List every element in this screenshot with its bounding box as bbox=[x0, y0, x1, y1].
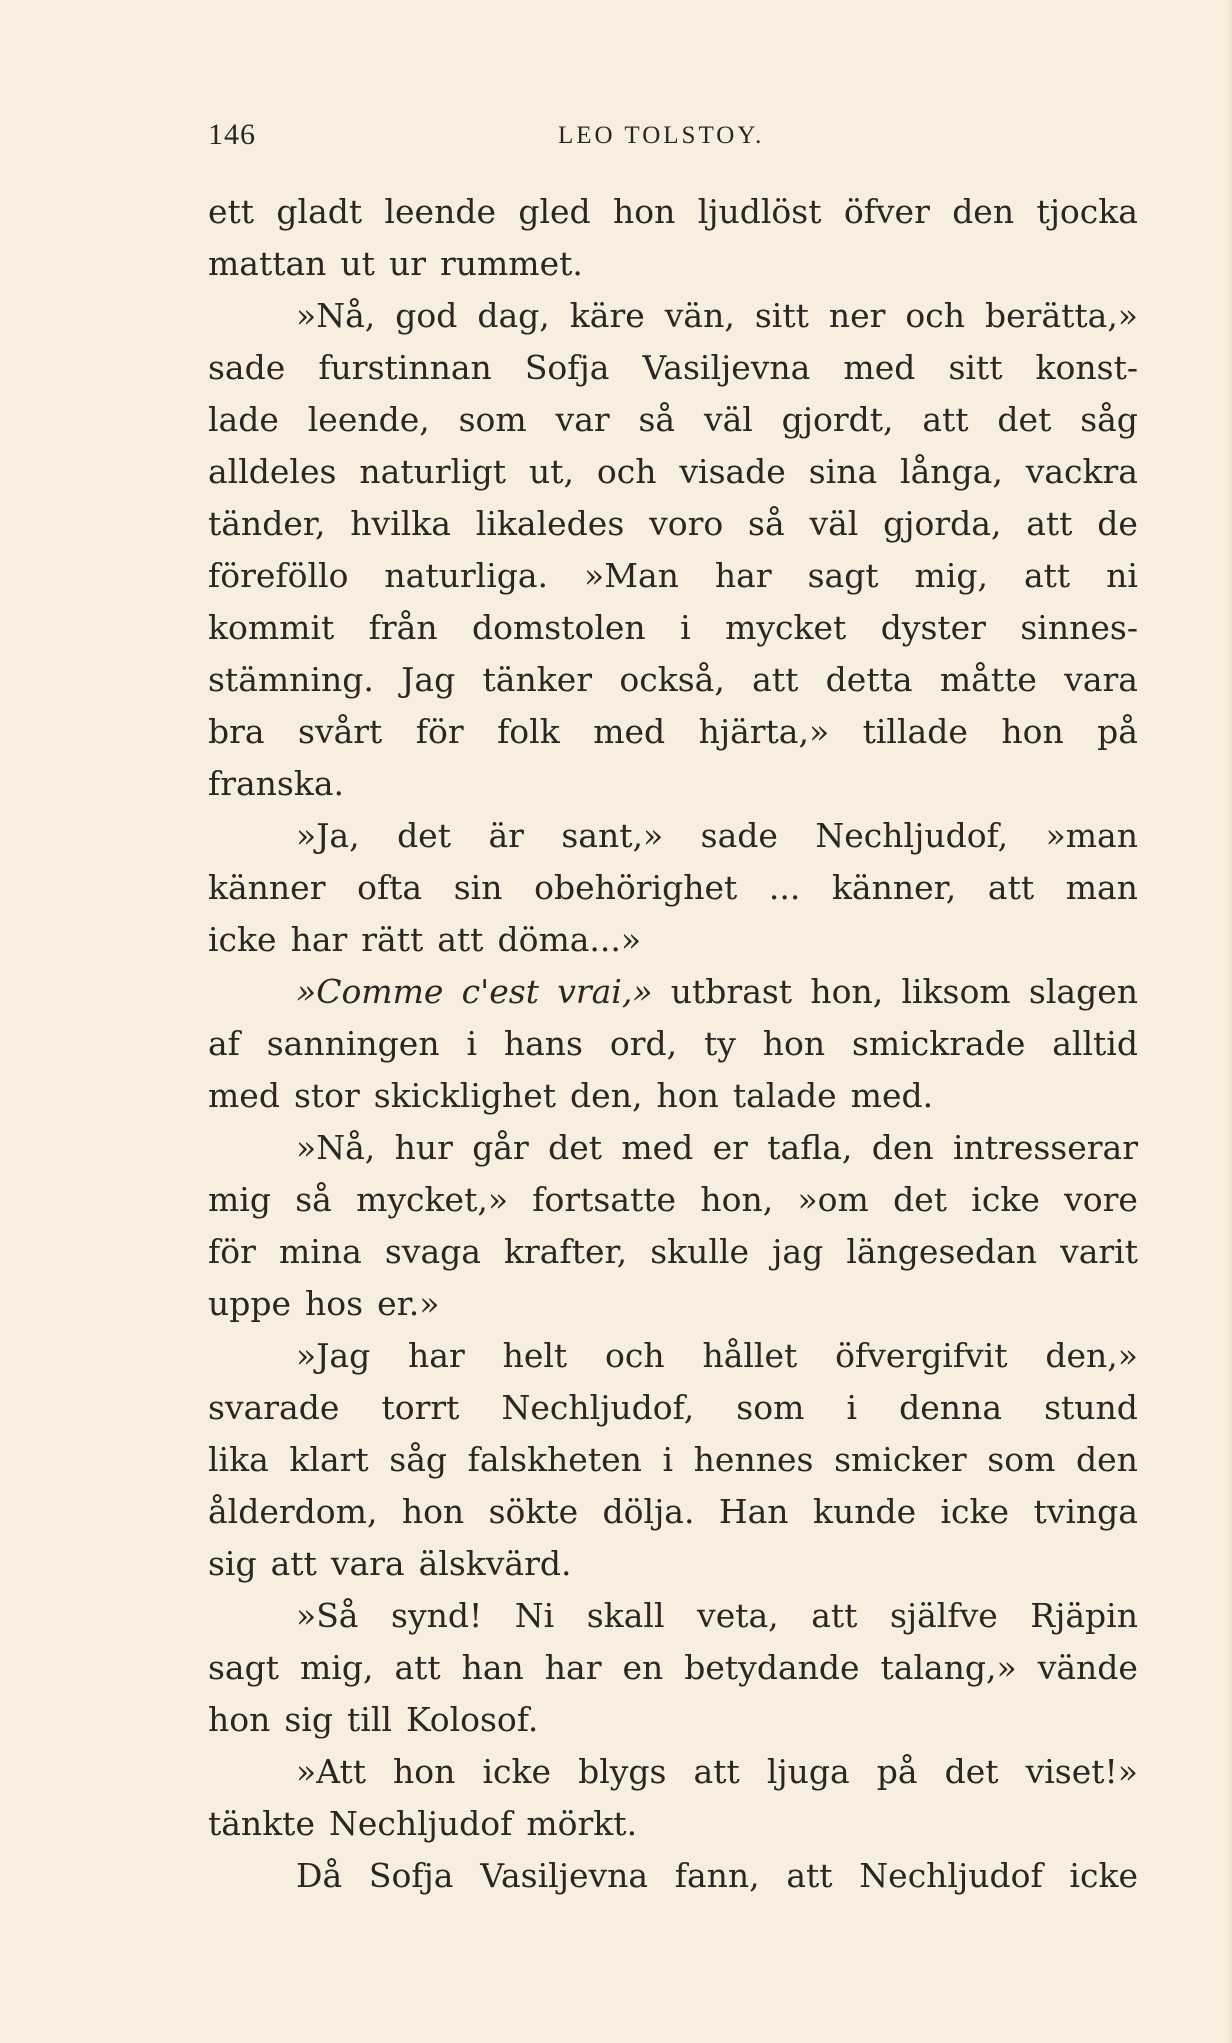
word: sagt bbox=[807, 556, 879, 595]
word: c'est bbox=[461, 972, 539, 1011]
word: hjärta,» bbox=[698, 712, 830, 751]
word: det bbox=[997, 400, 1052, 439]
word: ut, bbox=[528, 452, 574, 491]
word: ålderdom, bbox=[208, 1492, 378, 1531]
word: »Att bbox=[296, 1752, 366, 1791]
word: ett bbox=[208, 192, 255, 231]
word: det bbox=[944, 1752, 999, 1791]
word: att bbox=[811, 1596, 858, 1635]
word: folk bbox=[497, 712, 560, 751]
word: skulle bbox=[650, 1232, 750, 1271]
text-line bbox=[208, 550, 1138, 602]
word: hon bbox=[1001, 712, 1064, 751]
word: ni bbox=[1106, 556, 1138, 595]
word: att bbox=[786, 1856, 833, 1895]
word: känner, bbox=[831, 868, 957, 907]
word: helt bbox=[502, 1336, 568, 1375]
word: visade bbox=[679, 452, 786, 491]
word: fortsatte bbox=[532, 1180, 677, 1219]
word: uppe bbox=[208, 1284, 292, 1323]
word: sin bbox=[453, 868, 503, 907]
word: på bbox=[876, 1752, 918, 1791]
word: rätt bbox=[361, 920, 424, 959]
word: det bbox=[548, 1128, 603, 1167]
word: att bbox=[922, 400, 969, 439]
word: leende bbox=[384, 192, 496, 231]
word: denna bbox=[899, 1388, 1002, 1427]
word: skall bbox=[586, 1596, 665, 1635]
word: talang,» bbox=[880, 1648, 1017, 1687]
word: hon bbox=[393, 1752, 456, 1791]
word: »Nå, bbox=[296, 296, 376, 335]
word: i bbox=[846, 1388, 858, 1427]
word: i bbox=[680, 608, 691, 647]
word: älskvärd. bbox=[418, 1544, 572, 1583]
word: tänker bbox=[482, 660, 593, 699]
word: voro bbox=[649, 504, 724, 543]
word: går bbox=[472, 1128, 529, 1167]
word: synd! bbox=[391, 1596, 483, 1635]
word: såg bbox=[389, 1440, 448, 1479]
word: Sofja bbox=[524, 348, 610, 387]
word: Kolosof. bbox=[405, 1700, 539, 1739]
word: känner bbox=[208, 868, 326, 907]
word: Jag bbox=[401, 660, 456, 699]
word: som bbox=[987, 1440, 1056, 1479]
word: för bbox=[415, 712, 464, 751]
text-line bbox=[208, 758, 1138, 810]
word: lika bbox=[208, 1440, 269, 1479]
word: smickrade bbox=[851, 1024, 1026, 1063]
word: på bbox=[1097, 712, 1138, 751]
word: hållet bbox=[702, 1336, 798, 1375]
word: icke bbox=[1069, 1856, 1138, 1895]
word: så bbox=[295, 1180, 332, 1219]
word: är bbox=[488, 816, 524, 855]
word: falskheten bbox=[467, 1440, 642, 1479]
word: och bbox=[905, 296, 966, 335]
word: hon, bbox=[700, 1180, 774, 1219]
word: jag bbox=[772, 1232, 824, 1271]
word: stämning. bbox=[208, 660, 374, 699]
word: hon bbox=[656, 1076, 719, 1115]
page-number: 146 bbox=[208, 118, 256, 151]
word: rummet. bbox=[439, 244, 583, 283]
word: har bbox=[408, 1336, 465, 1375]
word: gladt bbox=[276, 192, 363, 231]
word: »Comme bbox=[296, 972, 444, 1011]
text-line bbox=[208, 1382, 1138, 1434]
word: var bbox=[555, 400, 610, 439]
word: mig bbox=[208, 1180, 271, 1219]
word: den bbox=[1076, 1440, 1138, 1479]
word: från bbox=[368, 608, 438, 647]
text-line bbox=[208, 1330, 1138, 1382]
word: hvilka bbox=[350, 504, 451, 543]
word: dag, bbox=[477, 296, 550, 335]
word: klart bbox=[289, 1440, 369, 1479]
word: som bbox=[736, 1388, 805, 1427]
word: fann, bbox=[674, 1856, 760, 1895]
word: mycket,» bbox=[356, 1180, 509, 1219]
word: ty bbox=[703, 1024, 736, 1063]
text-line bbox=[208, 394, 1138, 446]
word: såg bbox=[1080, 400, 1138, 439]
word: att bbox=[693, 1752, 740, 1791]
word: döma...» bbox=[497, 920, 642, 959]
word: god bbox=[395, 296, 458, 335]
word: »Man bbox=[584, 556, 679, 595]
word: intresserar bbox=[952, 1128, 1138, 1167]
text-line bbox=[208, 602, 1138, 654]
word: kunde bbox=[812, 1492, 917, 1531]
word: de bbox=[1097, 504, 1138, 543]
word: sig bbox=[284, 1700, 333, 1739]
word: sina bbox=[808, 452, 878, 491]
word: sagt bbox=[208, 1648, 279, 1687]
word: hur bbox=[394, 1128, 453, 1167]
word: veta, bbox=[697, 1596, 779, 1635]
word: den, bbox=[570, 1076, 643, 1115]
word: er.» bbox=[377, 1284, 440, 1323]
word: vackra bbox=[1025, 452, 1138, 491]
word: att bbox=[394, 1648, 441, 1687]
text-line bbox=[208, 1278, 1138, 1330]
text-line bbox=[208, 1434, 1138, 1486]
word: tillade bbox=[862, 712, 968, 751]
word: ljudlöst bbox=[697, 192, 822, 231]
word: Nechljudof, bbox=[501, 1388, 695, 1427]
word: ... bbox=[768, 868, 801, 907]
body-text bbox=[208, 186, 1138, 1902]
word: tjocka bbox=[1036, 192, 1138, 231]
word: stor bbox=[293, 1076, 360, 1115]
word: med. bbox=[850, 1076, 934, 1115]
word: slagen bbox=[1028, 972, 1138, 1011]
word: dölja. bbox=[602, 1492, 695, 1531]
word: Nechljudof, bbox=[815, 816, 1009, 855]
word: med bbox=[593, 712, 666, 751]
word: med bbox=[843, 348, 916, 387]
text-line bbox=[208, 1590, 1138, 1642]
word: föreföllo bbox=[208, 556, 349, 595]
word: öfver bbox=[843, 192, 930, 231]
word: »Jag bbox=[296, 1336, 371, 1375]
word: furstinnan bbox=[318, 348, 492, 387]
word: smicker bbox=[834, 1440, 967, 1479]
word: obehörighet bbox=[534, 868, 738, 907]
word: väl bbox=[703, 400, 753, 439]
word: en bbox=[622, 1648, 664, 1687]
word: tvinga bbox=[1033, 1492, 1138, 1531]
word: mörkt. bbox=[526, 1804, 638, 1843]
text-line bbox=[208, 654, 1138, 706]
text-line bbox=[208, 1642, 1138, 1694]
word: berätta,» bbox=[985, 296, 1138, 335]
word: vara bbox=[330, 1544, 405, 1583]
word: sinnes- bbox=[1020, 608, 1138, 647]
word: käre bbox=[569, 296, 645, 335]
word: »Ja, bbox=[296, 816, 360, 855]
text-line bbox=[208, 914, 1138, 966]
word: med bbox=[208, 1076, 280, 1115]
word: Nechljudof bbox=[328, 1804, 513, 1843]
text-line bbox=[208, 1798, 1138, 1850]
word: gjordt, bbox=[781, 400, 894, 439]
word: ut bbox=[340, 244, 375, 283]
text-line bbox=[208, 1694, 1138, 1746]
word: också, bbox=[619, 660, 725, 699]
word: »Nå, bbox=[296, 1128, 376, 1167]
word: torrt bbox=[381, 1388, 460, 1427]
word: mycket bbox=[725, 608, 847, 647]
word: »om bbox=[797, 1180, 869, 1219]
word: vara bbox=[1064, 660, 1138, 699]
word: icke bbox=[482, 1752, 552, 1791]
text-line bbox=[208, 966, 1138, 1018]
text-line bbox=[208, 186, 1138, 238]
running-title: LEO TOLSTOY. bbox=[558, 122, 765, 149]
word: Rjäpin bbox=[1030, 1596, 1138, 1635]
word: likaledes bbox=[475, 504, 625, 543]
word: Vasiljevna bbox=[480, 1856, 649, 1895]
word: Vasiljevna bbox=[642, 348, 811, 387]
word: att bbox=[437, 920, 484, 959]
word: dyster bbox=[880, 608, 986, 647]
word: sade bbox=[700, 816, 778, 855]
word: det bbox=[397, 816, 451, 855]
word: hon bbox=[401, 1492, 465, 1531]
word: leende, bbox=[307, 400, 430, 439]
word: »man bbox=[1045, 816, 1138, 855]
word: och bbox=[605, 1336, 665, 1375]
word: alldeles bbox=[208, 452, 337, 491]
word: att bbox=[1026, 504, 1073, 543]
word: längesedan bbox=[846, 1232, 1037, 1271]
word: betydande bbox=[684, 1648, 860, 1687]
word: den bbox=[871, 1128, 934, 1167]
word: hon bbox=[613, 192, 676, 231]
word: att bbox=[752, 660, 799, 699]
word: det bbox=[893, 1180, 948, 1219]
word: den bbox=[952, 192, 1015, 231]
word: man bbox=[1065, 868, 1138, 907]
word: till bbox=[347, 1700, 392, 1739]
text-line bbox=[208, 1018, 1138, 1070]
word: i bbox=[466, 1024, 478, 1063]
text-line bbox=[208, 810, 1138, 862]
word: icke bbox=[940, 1492, 1010, 1531]
word: alltid bbox=[1052, 1024, 1138, 1063]
word: gled bbox=[518, 192, 591, 231]
word: er bbox=[712, 1128, 748, 1167]
word: hans bbox=[503, 1024, 583, 1063]
word: svaga bbox=[384, 1232, 481, 1271]
word: och bbox=[596, 452, 657, 491]
word: att bbox=[1023, 556, 1071, 595]
word: stund bbox=[1044, 1388, 1138, 1427]
word: för bbox=[208, 1232, 256, 1271]
text-line bbox=[208, 1746, 1138, 1798]
text-line bbox=[208, 498, 1138, 550]
word: af bbox=[208, 1024, 240, 1063]
word: att bbox=[270, 1544, 317, 1583]
word: viset!» bbox=[1025, 1752, 1138, 1791]
word: Ni bbox=[514, 1596, 555, 1635]
word: mig, bbox=[299, 1648, 374, 1687]
word: varit bbox=[1060, 1232, 1138, 1271]
word: öfvergifvit bbox=[835, 1336, 1008, 1375]
word: tänder, bbox=[208, 504, 326, 543]
word: Sofja bbox=[368, 1856, 454, 1895]
word: vrai,» bbox=[557, 972, 653, 1011]
word: lade bbox=[208, 400, 279, 439]
word: detta bbox=[825, 660, 913, 699]
word: i bbox=[662, 1440, 674, 1479]
word: hon bbox=[762, 1024, 826, 1063]
word: talade bbox=[732, 1076, 837, 1115]
word: Då bbox=[296, 1856, 343, 1895]
word: icke bbox=[971, 1180, 1040, 1219]
word: naturliga. bbox=[384, 556, 549, 595]
word: så bbox=[748, 504, 785, 543]
word: naturligt bbox=[359, 452, 507, 491]
word: sökte bbox=[488, 1492, 579, 1531]
word: Han bbox=[718, 1492, 789, 1531]
word: han bbox=[461, 1648, 524, 1687]
word: blygs bbox=[578, 1752, 667, 1791]
word: ljuga bbox=[766, 1752, 850, 1791]
text-line bbox=[208, 446, 1138, 498]
word: själfve bbox=[889, 1596, 998, 1635]
word: att bbox=[987, 868, 1035, 907]
word: svarade bbox=[208, 1388, 340, 1427]
word: ofta bbox=[357, 868, 423, 907]
word: »Så bbox=[296, 1596, 359, 1635]
word: krafter, bbox=[504, 1232, 628, 1271]
word: har bbox=[290, 920, 348, 959]
word: franska. bbox=[208, 764, 345, 803]
text-line bbox=[208, 1226, 1138, 1278]
word: svårt bbox=[298, 712, 383, 751]
text-line bbox=[208, 1070, 1138, 1122]
word: domstolen bbox=[472, 608, 646, 647]
word: långa, bbox=[900, 452, 1003, 491]
word: har bbox=[544, 1648, 602, 1687]
word: sitt bbox=[754, 296, 809, 335]
word: måtte bbox=[939, 660, 1037, 699]
word: ur bbox=[388, 244, 426, 283]
word: hos bbox=[305, 1284, 364, 1323]
text-line bbox=[208, 706, 1138, 758]
word: mattan bbox=[208, 244, 327, 283]
word: sitt bbox=[948, 348, 1003, 387]
word: ord, bbox=[609, 1024, 678, 1063]
word: vän, bbox=[664, 296, 735, 335]
word: som bbox=[458, 400, 527, 439]
word: så bbox=[638, 400, 676, 439]
word: tafla, bbox=[767, 1128, 853, 1167]
word: sanningen bbox=[266, 1024, 440, 1063]
text-line bbox=[208, 1538, 1138, 1590]
word: icke bbox=[208, 920, 277, 959]
word: skicklighet bbox=[373, 1076, 557, 1115]
word: sade bbox=[208, 348, 286, 387]
word: hennes bbox=[693, 1440, 814, 1479]
text-line bbox=[208, 1850, 1138, 1902]
word: utbrast bbox=[670, 972, 793, 1011]
word: hon bbox=[208, 1700, 271, 1739]
text-line bbox=[208, 862, 1138, 914]
word: mina bbox=[278, 1232, 362, 1271]
text-line bbox=[208, 1122, 1138, 1174]
word: vände bbox=[1037, 1648, 1138, 1687]
word: sig bbox=[208, 1544, 257, 1583]
word: konst- bbox=[1035, 348, 1138, 387]
word: Nechljudof bbox=[859, 1856, 1043, 1895]
word: den,» bbox=[1045, 1336, 1138, 1375]
word: väl bbox=[809, 504, 859, 543]
word: med bbox=[621, 1128, 694, 1167]
word: vore bbox=[1064, 1180, 1138, 1219]
word: hon, bbox=[810, 972, 884, 1011]
text-line bbox=[208, 1174, 1138, 1226]
text-line bbox=[208, 1486, 1138, 1538]
word: tänkte bbox=[208, 1804, 315, 1843]
word: kommit bbox=[208, 608, 335, 647]
page-header bbox=[208, 118, 1121, 158]
word: liksom bbox=[901, 972, 1011, 1011]
word: sant,» bbox=[561, 816, 664, 855]
text-line bbox=[208, 290, 1138, 342]
word: bra bbox=[208, 712, 265, 751]
text-line bbox=[208, 342, 1138, 394]
word: gjorda, bbox=[883, 504, 1002, 543]
word: har bbox=[714, 556, 772, 595]
word: ner bbox=[828, 296, 886, 335]
word: mig, bbox=[914, 556, 989, 595]
text-line bbox=[208, 238, 1138, 290]
